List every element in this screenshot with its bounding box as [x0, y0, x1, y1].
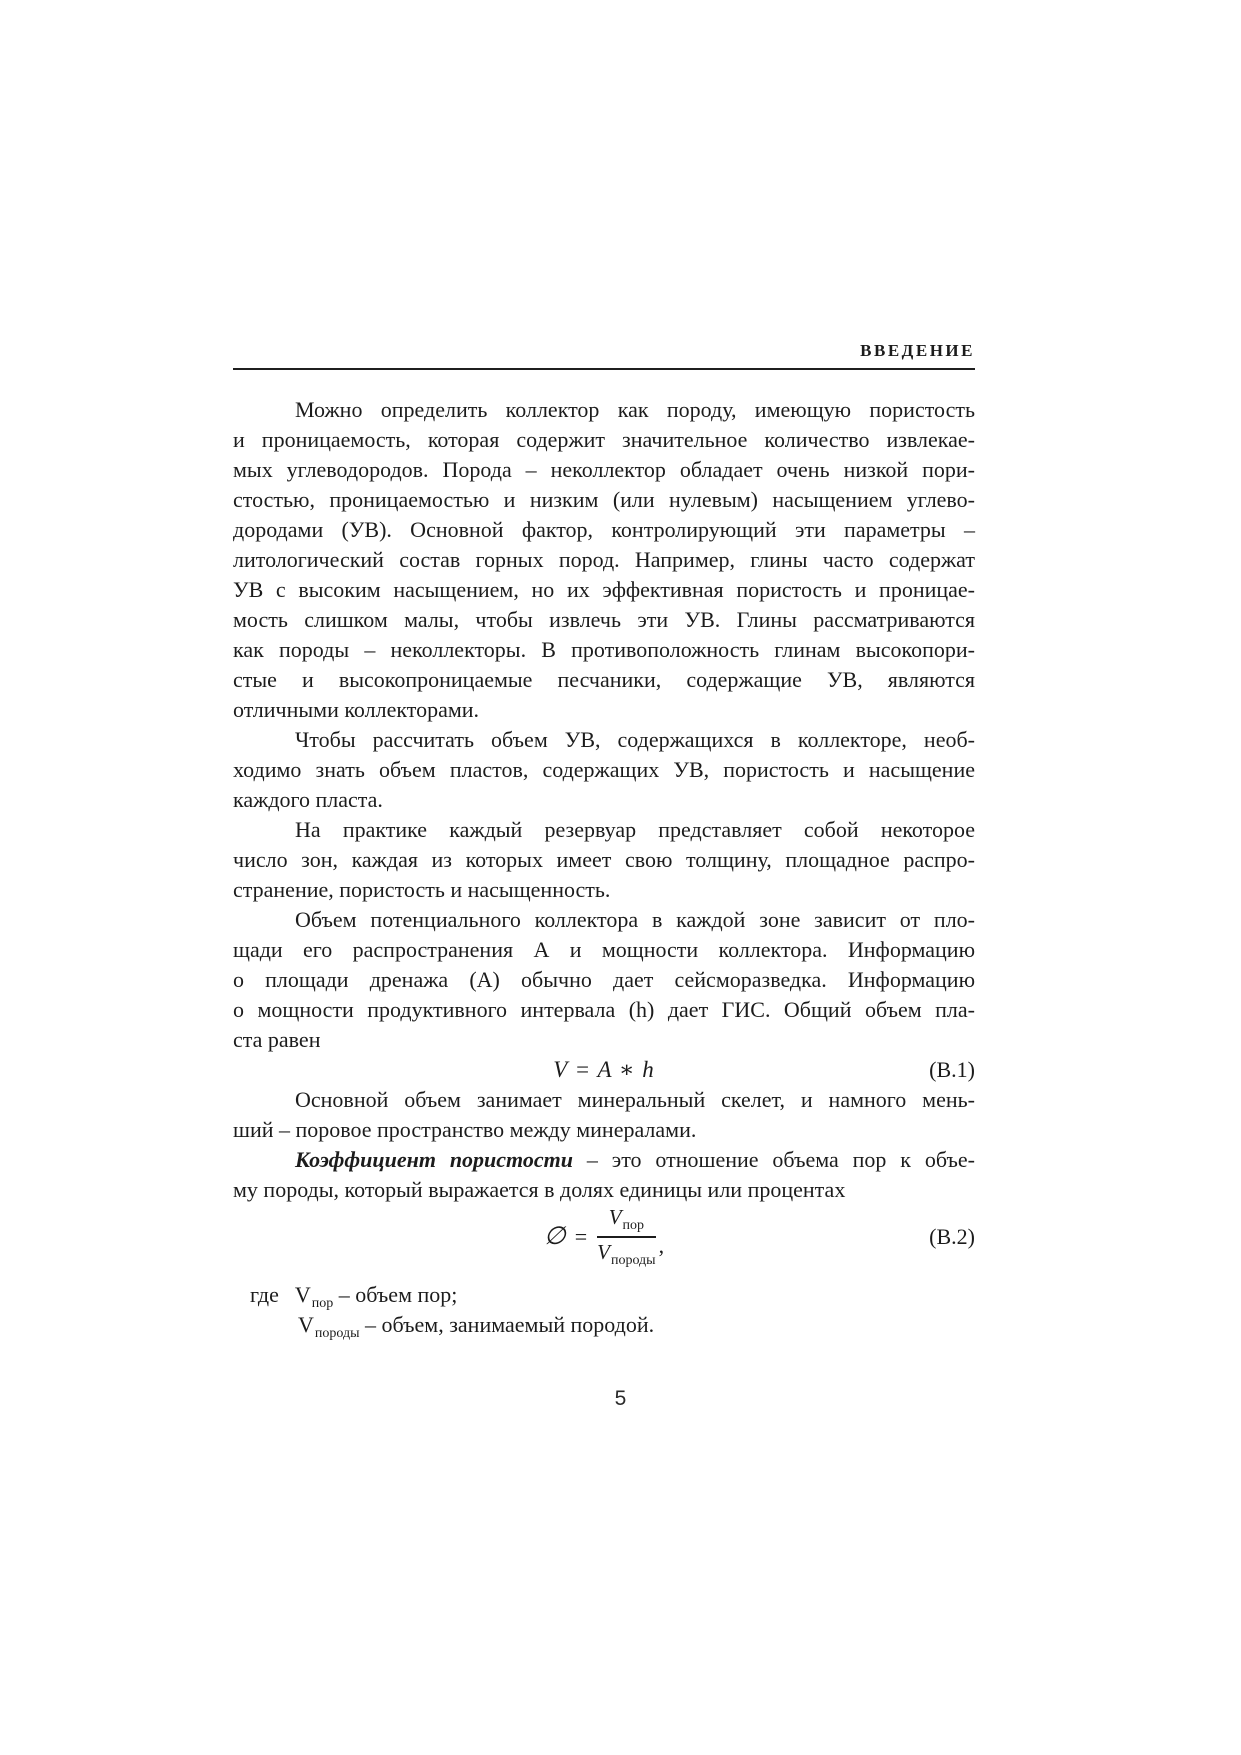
body-line: ходимо знать объем пластов, содержащих УВ, пористость и насыщение [233, 757, 975, 782]
numerator-variable: V [608, 1204, 622, 1229]
body-line-text: – это отношение объема пор к объе- [573, 1147, 975, 1172]
body-line: литологический состав горных пород. Например, глины часто содержат [233, 547, 975, 572]
body-line: Объем потенциального коллектора в каждой зоне зависит от пло- [295, 907, 975, 932]
definition-text: – объем пор; [333, 1282, 458, 1307]
running-header-title: ВВЕДЕНИЕ [860, 341, 975, 360]
term-subscript: породы [314, 1326, 360, 1341]
text-column [233, 341, 975, 1340]
phi-symbol: ∅ [543, 1223, 566, 1250]
definition-line [233, 1280, 975, 1310]
body-line: стостью, проницаемостью и низким (или нулевым) насыщением углево- [233, 487, 975, 512]
body-line: ший – поровое пространство между минералами. [233, 1117, 697, 1142]
definitions [233, 1280, 975, 1340]
fraction [597, 1205, 655, 1269]
definition-text: – объем, занимаемый породой. [359, 1312, 655, 1337]
denominator-subscript: породы [610, 1253, 656, 1268]
body-line: стые и высокопроницаемые песчаники, содержащие УВ, являются [233, 667, 975, 692]
equals-sign: = [574, 1224, 588, 1249]
body-line: щади его распространения А и мощности коллектора. Информацию [233, 937, 975, 962]
body-line: странение, пористость и насыщенность. [233, 877, 611, 902]
body-line: На практике каждый резервуар представляет собой некоторое [295, 817, 975, 842]
term-subscript: пор [311, 1296, 334, 1311]
definition-line [233, 1310, 975, 1340]
numerator-subscript: пор [622, 1217, 645, 1233]
term-variable: V [298, 1312, 314, 1337]
formula-b1 [233, 1055, 975, 1085]
body-line: каждого пласта. [233, 787, 383, 812]
body-line: о площади дренажа (А) обычно дает сейсморазведка. Информацию [233, 967, 975, 992]
definition-term [298, 1312, 360, 1341]
formula-b2 [233, 1205, 975, 1269]
body-line: му породы, который выражается в долях единицы или процентах [233, 1177, 846, 1202]
body-line: как породы – неколлекторы. В противоположность глинам высокопори- [233, 637, 975, 662]
formula-b2-label: (В.2) [929, 1224, 975, 1249]
body-line: Чтобы рассчитать объем УВ, содержащихся в коллекторе, необ- [295, 727, 975, 752]
body-line: Основной объем занимает минеральный скелет, и намного мень- [295, 1087, 975, 1112]
term-emphasis: Коэффициент пористости [295, 1147, 573, 1172]
body-line: дородами (УВ). Основной фактор, контролирующий эти параметры – [233, 517, 975, 542]
body-line: о мощности продуктивного интервала (h) дает ГИС. Общий объем пла- [233, 997, 975, 1022]
body-line [233, 1145, 975, 1175]
page-number: 5 [614, 1387, 627, 1410]
definition-term [294, 1282, 334, 1311]
formula-b1-expression: V = A ∗ h [553, 1057, 655, 1082]
body-line: мых углеводородов. Порода – неколлектор обладает очень низкой пори- [233, 457, 975, 482]
running-header [233, 341, 975, 370]
body-line: число зон, каждая из которых имеет свою толщину, площадное распро- [233, 847, 975, 872]
body-line: ста равен [233, 1027, 321, 1052]
fraction-numerator [597, 1205, 655, 1238]
denominator-variable: V [597, 1240, 610, 1264]
body-line: УВ с высоким насыщением, но их эффективная пористость и проницае- [233, 577, 975, 602]
body-line: мость слишком малы, чтобы извлечь эти УВ. Глины рассматриваются [233, 607, 975, 632]
body-line: отличными коллекторами. [233, 697, 480, 722]
where-label: где [250, 1282, 279, 1307]
term-variable: V [294, 1282, 311, 1307]
body-text [233, 395, 975, 1340]
fraction-denominator [597, 1238, 655, 1269]
formula-b1-label: (В.1) [929, 1057, 975, 1082]
body-line: и проницаемость, которая содержит значительное количество извлекае- [233, 427, 975, 452]
formula-comma: , [658, 1233, 665, 1258]
body-line: Можно определить коллектор как породу, имеющую пористость [295, 397, 975, 422]
formula-b2-expression [233, 1205, 975, 1269]
